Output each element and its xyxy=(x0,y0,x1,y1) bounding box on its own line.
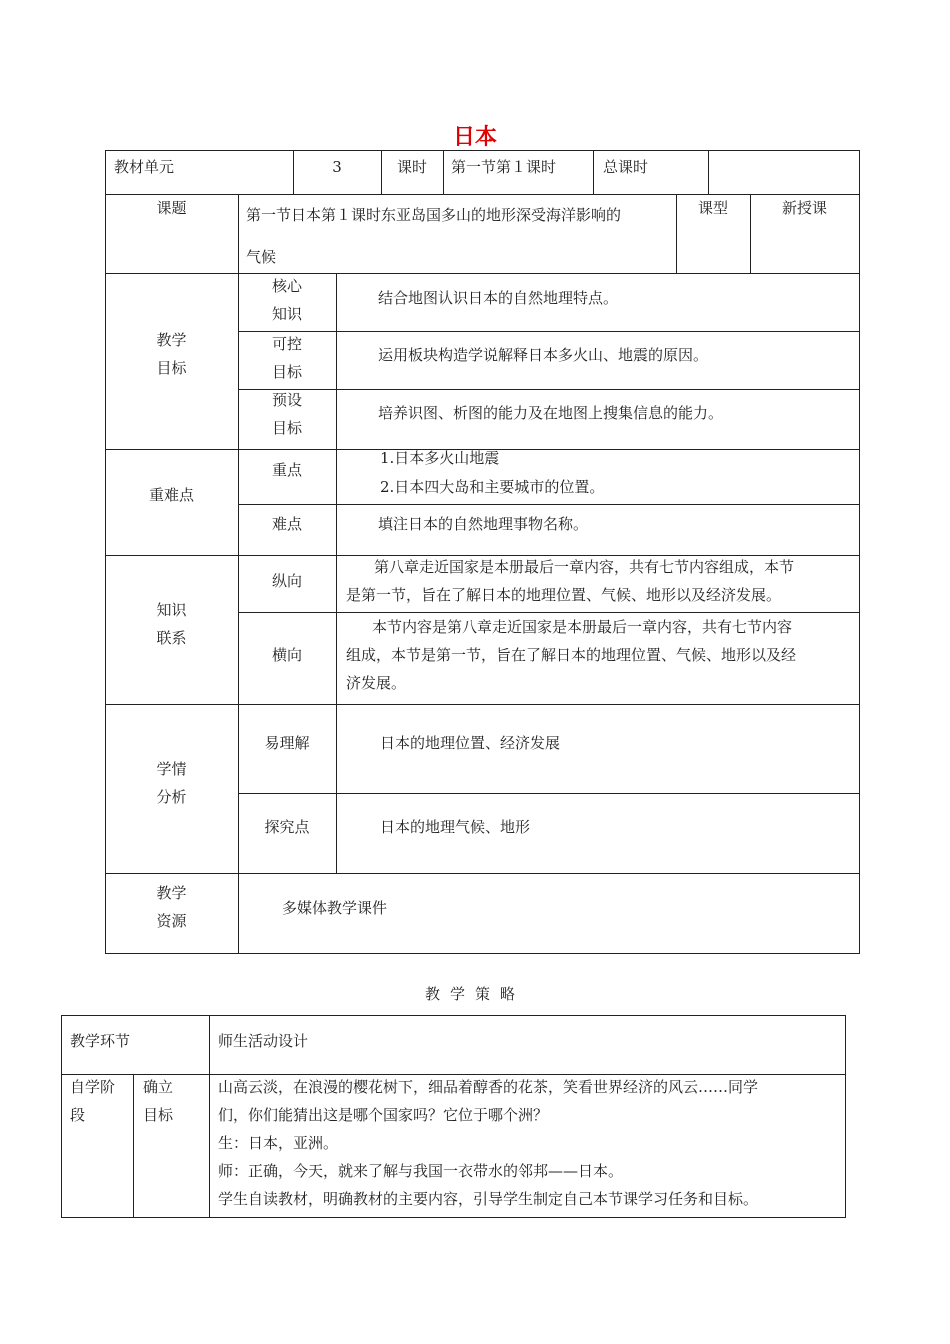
vertical-text-line-2: 是第一节，旨在了解日本的地理位置、气候、地形以及经济发展。 xyxy=(346,586,782,604)
document-title: 日本 xyxy=(452,125,497,150)
easy-text: 日本的地理位置、经济发展 xyxy=(380,734,561,752)
resources-text: 多媒体教学课件 xyxy=(282,899,388,917)
topic-label: 课题 xyxy=(156,199,187,217)
strategy-header-activity: 师生活动设计 xyxy=(218,1032,309,1050)
difficulty-label: 难点 xyxy=(271,515,302,533)
knowledge-label xyxy=(105,596,238,652)
unit-label: 教材单元 xyxy=(114,158,175,176)
activity-line: 山高云淡，在浪漫的樱花树下，细品着醇香的花茶，笑看世界经济的风云……同学 xyxy=(218,1078,759,1096)
horizontal-text-line-3: 济发展。 xyxy=(346,674,407,692)
difficulty-text: 填注日本的自然地理事物名称。 xyxy=(378,515,589,533)
strategy-step-line-2: 目标 xyxy=(143,1106,174,1124)
horizontal-text-line-2: 组成，本节是第一节，旨在了解日本的地理位置、气候、地形以及经 xyxy=(346,646,797,664)
focus-text-line-1: 1.日本多火山地震 xyxy=(380,449,500,467)
strategy-stage-line-1: 自学阶 xyxy=(70,1078,116,1096)
goal-controllable-label xyxy=(238,330,336,386)
goal-controllable-text: 运用板块构造学说解释日本多火山、地震的原因。 xyxy=(378,346,709,364)
activity-line: 们，你们能猜出这是哪个国家吗？它位于哪个洲？ xyxy=(218,1106,549,1124)
strategy-step xyxy=(143,1073,173,1129)
explore-text: 日本的地理气候、地形 xyxy=(380,818,531,836)
resources-label xyxy=(105,879,238,935)
focus-text xyxy=(380,444,604,502)
period-label: 课时 xyxy=(396,158,427,176)
focus-label: 重点 xyxy=(271,461,302,479)
strategy-stage xyxy=(70,1073,115,1129)
total-periods-label: 总课时 xyxy=(603,158,649,176)
goal-controllable-label-1: 可控 xyxy=(271,335,302,353)
activity-line: 学生自读教材，明确教材的主要内容，引导学生制定自己本节课学习任务和目标。 xyxy=(218,1190,759,1208)
strategy-title: 教学策略 xyxy=(424,985,525,1003)
lesson-type-value: 新授课 xyxy=(781,199,827,217)
horizontal-text xyxy=(346,613,856,697)
goal-preset-label-2: 目标 xyxy=(271,419,302,437)
goal-core-label xyxy=(238,272,336,328)
resources-label-line-1: 教学 xyxy=(156,884,187,902)
activity-line: 生：日本，亚洲。 xyxy=(218,1134,339,1152)
explore-label: 探究点 xyxy=(264,818,310,836)
horizontal-label: 横向 xyxy=(271,646,302,664)
knowledge-label-line-2: 联系 xyxy=(156,629,187,647)
strategy-header-stage: 教学环节 xyxy=(70,1032,131,1050)
vertical-text-line-1: 第八章走近国家是本册最后一章内容，共有七节内容组成，本节 xyxy=(374,558,795,576)
analysis-label-line-1: 学情 xyxy=(156,760,187,778)
goal-preset-label xyxy=(238,386,336,442)
goals-label xyxy=(105,326,238,382)
topic-value xyxy=(246,194,621,278)
topic-value-line-2: 气候 xyxy=(246,248,277,266)
analysis-label-line-2: 分析 xyxy=(156,788,187,806)
resources-label-line-2: 资源 xyxy=(156,912,187,930)
analysis-label xyxy=(105,755,238,811)
goal-preset-label-1: 预设 xyxy=(271,391,302,409)
goals-label-line-2: 目标 xyxy=(156,359,187,377)
topic-value-line-1: 第一节日本第１课时东亚岛国多山的地形深受海洋影响的 xyxy=(246,206,622,224)
period-value: 第一节第１课时 xyxy=(451,158,557,176)
goal-preset-text: 培养识图、析图的能力及在地图上搜集信息的能力。 xyxy=(378,404,724,422)
key-points-label: 重难点 xyxy=(148,486,194,504)
goal-core-label-2: 知识 xyxy=(271,305,302,323)
activity-line: 师：正确，今天，就来了解与我国一衣带水的邻邦——日本。 xyxy=(218,1162,624,1180)
easy-label: 易理解 xyxy=(264,734,310,752)
lesson-type-label: 课型 xyxy=(697,199,728,217)
goal-controllable-label-2: 目标 xyxy=(271,363,302,381)
focus-text-line-2: 2.日本四大岛和主要城市的位置。 xyxy=(380,478,605,496)
goal-core-text: 结合地图认识日本的自然地理特点。 xyxy=(378,289,619,307)
strategy-stage-line-2: 段 xyxy=(70,1106,86,1124)
goal-core-label-1: 核心 xyxy=(271,277,302,295)
horizontal-text-line-1: 本节内容是第八章走近国家是本册最后一章内容，共有七节内容 xyxy=(372,618,793,636)
vertical-text xyxy=(346,553,856,609)
strategy-step-line-1: 确立 xyxy=(143,1078,174,1096)
knowledge-label-line-1: 知识 xyxy=(156,601,187,619)
goals-label-line-1: 教学 xyxy=(156,331,187,349)
strategy-activity xyxy=(218,1073,843,1213)
vertical-label: 纵向 xyxy=(271,572,302,590)
unit-value: 3 xyxy=(332,158,342,176)
